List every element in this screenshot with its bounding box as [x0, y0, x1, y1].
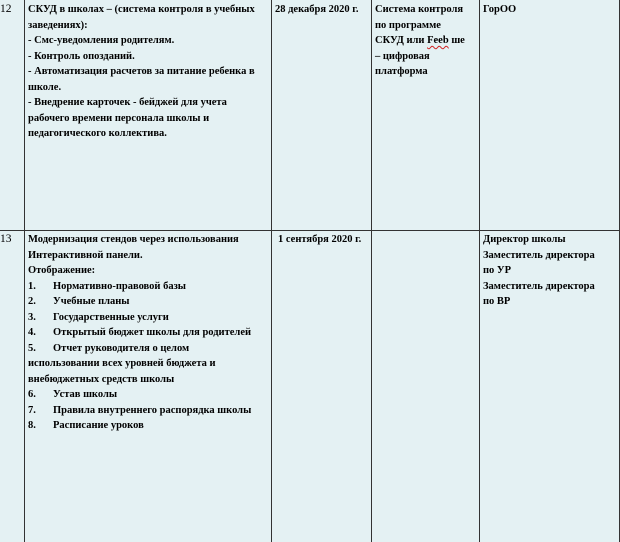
- system-line: [375, 33, 477, 49]
- table-row: [0, 230, 620, 542]
- row-number: 13: [0, 233, 12, 245]
- description-line: - Контроль опозданий.: [28, 50, 135, 62]
- system-line: платформа: [375, 66, 428, 77]
- description-line: - Внедрение карточек - бейджей для учета: [28, 97, 227, 108]
- list-item-number: 5.: [28, 342, 36, 354]
- description-line: рабочего времени персонала школы и: [28, 112, 210, 124]
- description-cell: [24, 0, 272, 230]
- description-line: - Автоматизация расчетов за питание ребенка в: [28, 66, 255, 77]
- description-line: Модернизация стендов через использования: [28, 234, 239, 245]
- list-item-text: Устав школы: [53, 389, 118, 400]
- description-line: СКУД в школах – (система контроля в учебных: [28, 4, 255, 15]
- list-item: [28, 294, 269, 310]
- row-number-cell: [0, 230, 25, 542]
- list-item-number: 3.: [28, 311, 36, 323]
- system-line: – цифровая: [375, 50, 430, 62]
- date-cell: [271, 0, 372, 230]
- system-line: по программе: [375, 19, 441, 31]
- list-item-number: 6.: [28, 389, 36, 400]
- list-item: [28, 325, 269, 341]
- list-item: [28, 387, 269, 403]
- list-item-continuation: внебюджетных средств школы: [28, 373, 175, 385]
- description-cell: [24, 230, 272, 542]
- responsible-line: Заместитель директора: [483, 280, 595, 292]
- description-line: школе.: [28, 81, 62, 93]
- list-item: [28, 341, 269, 357]
- responsible-cell: [479, 230, 620, 542]
- list-item-text: Учебные планы: [53, 296, 130, 307]
- list-item-text: Государственные услуги: [53, 311, 169, 323]
- responsible-cell: [479, 0, 620, 230]
- responsible-line: Директор школы: [483, 234, 566, 245]
- row-number-cell: [0, 0, 25, 230]
- description-line: Отображение:: [28, 265, 96, 276]
- description-line: - Смс-уведомления родителям.: [28, 35, 175, 46]
- deadline-date: 28 декабря 2020 г.: [275, 4, 359, 15]
- system-text: ше: [448, 35, 465, 46]
- responsible-line: по УР: [483, 265, 512, 276]
- list-item-number: 2.: [28, 296, 36, 307]
- list-item-number: 1.: [28, 280, 36, 292]
- list-item: [28, 418, 269, 434]
- description-line: заведениях):: [28, 19, 88, 31]
- list-item-continuation: использовании всех уровней бюджета и: [28, 358, 216, 369]
- list-item: [28, 310, 269, 326]
- table-row: [0, 0, 620, 230]
- list-item: [28, 403, 269, 419]
- list-item-number: 7.: [28, 404, 36, 416]
- date-cell: [271, 230, 372, 542]
- row-number: 12: [0, 3, 12, 15]
- description-line: Интерактивной панели.: [28, 249, 143, 261]
- list-item-text: Нормативно-правовой базы: [53, 280, 186, 292]
- responsible-line: ГорОО: [483, 4, 517, 15]
- system-cell: [371, 230, 480, 542]
- list-item-text: Правила внутреннего распорядка школы: [53, 404, 252, 416]
- description-line: педагогического коллектива.: [28, 128, 167, 139]
- spellcheck-flagged-word: Feeb: [427, 35, 449, 46]
- list-item-text: Расписание уроков: [53, 420, 144, 431]
- responsible-line: по ВР: [483, 296, 511, 307]
- list-item-text: Открытый бюджет школы для родителей: [53, 327, 252, 338]
- system-line: Система контроля: [375, 4, 464, 15]
- responsible-line: Заместитель директора: [483, 249, 595, 261]
- list-item-number: 8.: [28, 420, 36, 431]
- deadline-date: 1 сентября 2020 г.: [278, 234, 362, 245]
- list-item-number: 4.: [28, 327, 36, 338]
- list-item-text: Отчет руководителя о целом: [53, 342, 190, 354]
- system-text: СКУД или: [375, 35, 428, 46]
- system-cell: [371, 0, 480, 230]
- list-item: [28, 279, 269, 295]
